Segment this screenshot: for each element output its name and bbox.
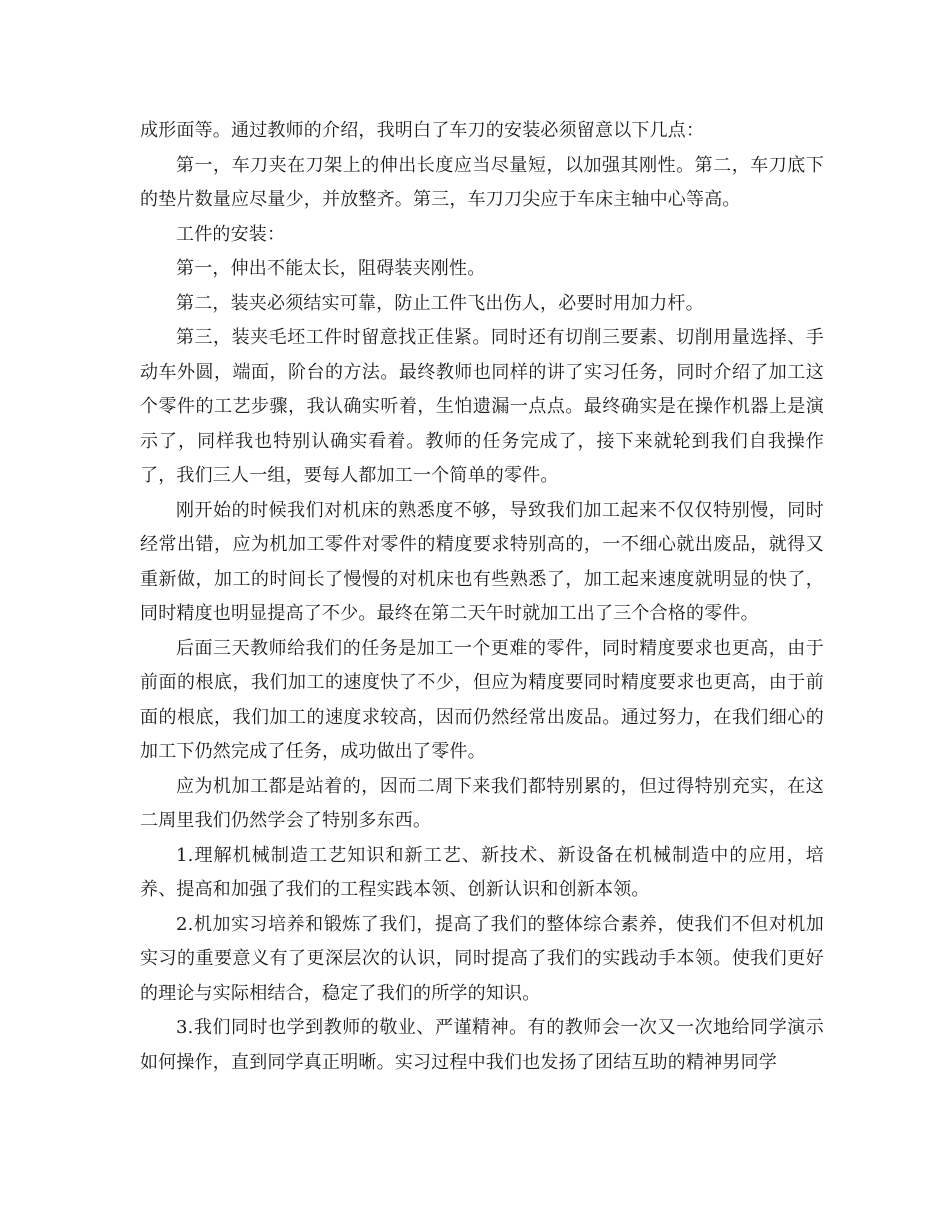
paragraph-workpiece-point-1: 第一，伸出不能太长，阻碍装夹刚性。 [176, 258, 486, 279]
paragraph-later-days: 后面三天教师给我们的任务是加工一个更难的零件，同时精度要求也更高，由于前面的根底，我们加工的速度快了不少，但应为精度要同时精度要求也更高，由于前面的根底，我们加工的速度求较高，因而仍然经常出废品。通过努力，在我们细心的加工下仍然完成了任务，成功做出了零件。 [140, 637, 824, 762]
paragraph-beginning-practice: 刚开始的时候我们对机床的熟悉度不够，导致我们加工起来不仅仅特别慢，同时经常出错，应为机加工零件对零件的精度要求特别高的，一不细心就出废品，就得又重新做，加工的时间长了慢慢的对机床也有些熟悉了，加工起来速度就明显的快了，同时精度也明显提高了不少。最终在第二天午时就加工出了三个合格的零件。 [140, 499, 824, 624]
list-item-2: 2.机加实习培养和锻炼了我们，提高了我们的整体综合素养，使我们不但对机加实习的重要意义有了更深层次的认识，同时提高了我们的实践动手本领。使我们更好的理论与实际相结合，稳定了我们的所学的知识。 [140, 913, 824, 1004]
paragraph-tool-install-points: 第一，车刀夹在刀架上的伸出长度应当尽量短，以加强其刚性。第二，车刀底下的垫片数量应尽量少，并放整齐。第三，车刀刀尖应于车床主轴中心等高。 [140, 154, 824, 210]
paragraph-workpiece-point-3: 第三，装夹毛坯工件时留意找正佳紧。同时还有切削三要素、切削用量选择、手动车外圆，端面，阶台的方法。最终教师也同样的讲了实习任务，同时介绍了加工这个零件的工艺步骤，我认确实听着，生怕遗漏一点点。最终确实是在操作机器上是演示了，同样我也特别认确实看着。教师的任务完成了，接下来就轮到我们自我操作了，我们三人一组，要每人都加工一个简单的零件。 [140, 327, 824, 486]
paragraph-reflection: 应为机加工都是站着的，因而二周下来我们都特别累的，但过得特别充实，在这二周里我们仍然学会了特别多东西。 [140, 775, 824, 831]
paragraph-continuation: 成形面等。通过教师的介绍，我明白了车刀的安装必须留意以下几点： [140, 120, 705, 141]
paragraph-workpiece-point-2: 第二，装夹必须结实可靠，防止工件飞出伤人，必要时用加力杆。 [176, 292, 704, 314]
document-body [140, 114, 824, 1080]
list-item-1: 1.理解机械制造工艺知识和新工艺、新技术、新设备在机械制造中的应用，培养、提高和加强了我们的工程实践本领、创新认识和创新本领。 [140, 844, 824, 900]
list-item-3: 3.我们同时也学到教师的敬业、严谨精神。有的教师会一次又一次地给同学演示如何操作，直到同学真正明晰。实习过程中我们也发扬了团结互助的精神男同学 [140, 1017, 824, 1073]
paragraph-workpiece-heading: 工件的安装： [176, 223, 286, 245]
